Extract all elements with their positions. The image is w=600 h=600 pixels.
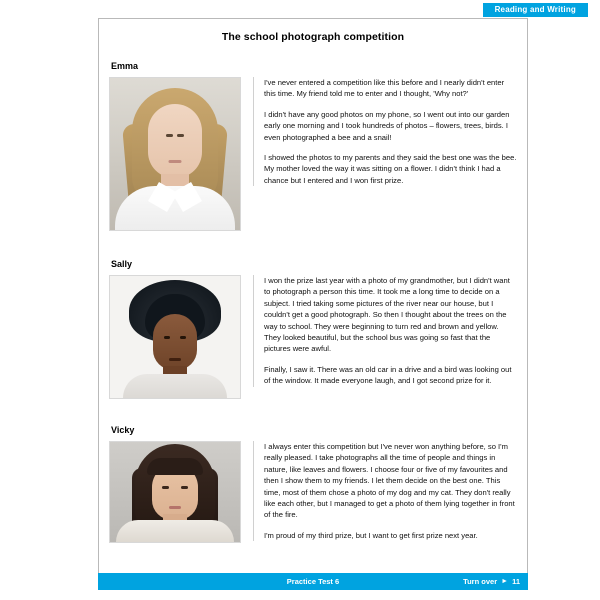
paragraph: I showed the photos to my parents and they said the best one was the bee. My mother loved the way it was sitting on a flower. I didn't think I had a chance but I entered and I won first prize. [264, 152, 517, 185]
entry-body-vicky [109, 441, 517, 543]
entry-text-vicky [253, 441, 517, 541]
entry-text-emma [253, 77, 517, 186]
entry-text-sally [253, 275, 517, 387]
entry-vicky [109, 425, 517, 543]
sally-portrait-illustration [110, 276, 240, 398]
paragraph: I'm proud of my third prize, but I want to get first prize next year. [264, 530, 478, 540]
page-number: 11 [512, 577, 520, 586]
entry-sally [109, 259, 517, 399]
page-title: The school photograph competition [221, 31, 405, 43]
emma-portrait-illustration [110, 78, 240, 230]
section-banner: Reading and Writing [483, 3, 588, 17]
paragraph: I always enter this competition but I've never won anything before, so I'm really pleased. I take photographs all the time of people and things in nature, like leaves and flowers. I choose four or five of my favourites and then I show them to my friends. I let them decide on the best one. This time, most of them chose a photo of my dog and my cat. They don't really like each other, but I managed to get a photo of them lying together in front of the fire. [264, 442, 515, 520]
paragraph: Finally, I saw it. There was an old car in a drive and a bird was looking out of the window. It made everyone laugh, and I got second prize for it. [264, 364, 512, 386]
sally-portrait-photo [109, 275, 241, 399]
entry-name-vicky: Vicky [111, 425, 135, 435]
entry-body-emma [109, 77, 517, 231]
entry-name-sally: Sally [111, 259, 133, 269]
page-footer [98, 573, 528, 590]
footer-test-label: Practice Test 6 [286, 577, 340, 586]
exam-sheet [98, 18, 528, 583]
arrow-right-icon: ► [501, 578, 509, 585]
entry-body-sally [109, 275, 517, 399]
paragraph: I didn't have any good photos on my phone, so I went out into our garden early one morning and I took hundreds of photos – flowers, trees, birds. I even photographed a bee and a snail! [264, 109, 510, 142]
paragraph: I've never entered a competition like this before and I nearly didn't enter this time. My friend told me to enter and I thought, 'Why not?' [264, 78, 505, 99]
vicky-portrait-illustration [110, 442, 240, 542]
entry-name-emma: Emma [111, 61, 139, 71]
turn-over-label: Turn over [463, 577, 498, 586]
vicky-portrait-photo [109, 441, 241, 543]
footer-turn-over [463, 573, 520, 590]
entry-emma [109, 61, 517, 231]
emma-portrait-photo [109, 77, 241, 231]
paragraph: I won the prize last year with a photo of my grandmother, but I didn't want to photograph a person this time. It took me a long time to decide on a subject. I tried taking some pictures of the river near our house, but I couldn't get a good photograph. So then I thought about the trees on the way to school. They were beginning to turn red and brown and yellow. They looked beautiful, but the school bus was going so fast that the pictures were awful. [264, 276, 510, 354]
